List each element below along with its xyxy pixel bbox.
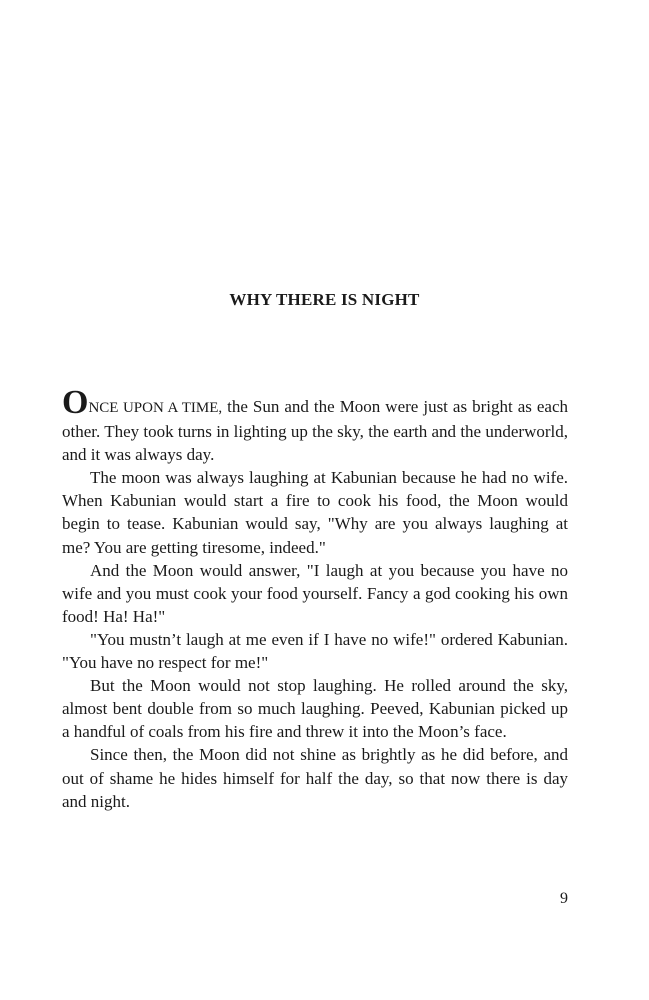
- paragraph-5: But the Moon would not stop laughing. He rolled around the sky, almost bent double from so much laughing. Peeved, Kabunian picked up a handful of coals from his fire and threw it into the Moon’s face.: [62, 676, 568, 742]
- drop-cap: O: [62, 384, 89, 421]
- page-number: 9: [560, 890, 568, 907]
- story-body: [62, 384, 568, 813]
- paragraph-4: "You mustn’t laugh at me even if I have no wife!" ordered Kabunian. "You have no respect for me!": [62, 629, 568, 673]
- story-title: WHY THERE IS NIGHT: [229, 290, 420, 309]
- opening-text: the Sun and the Moon were just as bright as each other. They took turns in lighting up the sky, the earth and the underworld, and it was always day.: [62, 397, 568, 465]
- paragraph-2: The moon was always laughing at Kabunian because he had no wife. When Kabunian would start a fire to cook his food, the Moon would begin to tease. Kabunian would say, "Why are you always laughing at me? You are getting tiresome, indeed.": [62, 468, 568, 557]
- paragraph-3: And the Moon would answer, "I laugh at you because you have no wife and you must cook your food yourself. Fancy a god cooking his own food! Ha! Ha!": [62, 560, 568, 626]
- opening-paragraph: [62, 384, 568, 466]
- opening-small-caps: NCE UPON A TIME,: [88, 400, 223, 416]
- paragraph-6: Since then, the Moon did not shine as brightly as he did before, and out of shame he hides himself for half the day, so that now there is day and night.: [62, 745, 568, 811]
